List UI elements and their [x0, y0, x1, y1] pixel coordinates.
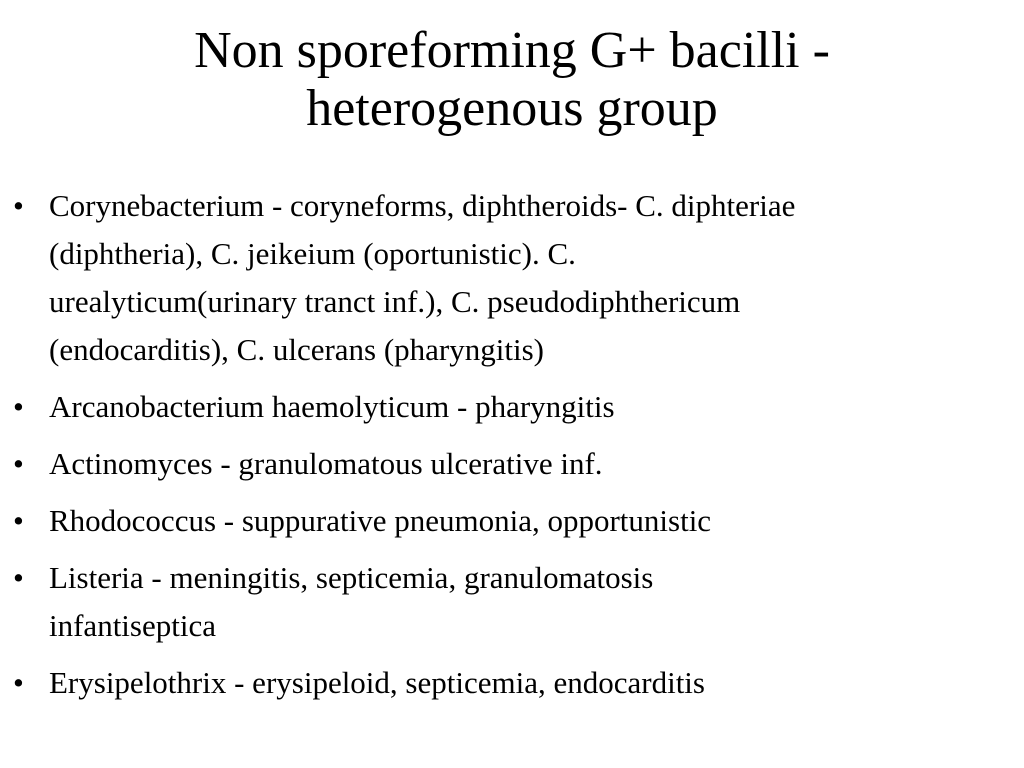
bullet-text-line: Erysipelothrix - erysipeloid, septicemia, endocarditis — [49, 665, 705, 700]
bullet-icon: • — [13, 665, 24, 700]
bullet-text — [49, 182, 1018, 374]
bullet-text-line: (diphtheria), C. jeikeium (oportunistic). C. — [49, 236, 576, 271]
bullet-text-line: infantiseptica — [49, 608, 216, 643]
bullet-item-listeria — [0, 554, 1024, 650]
bullet-text-line: (endocarditis), C. ulcerans (pharyngitis) — [49, 332, 544, 367]
bullet-item-actinomyces — [0, 440, 1024, 488]
bullet-text-line: Listeria - meningitis, septicemia, granulomatosis — [49, 560, 654, 595]
bullet-text-line: Arcanobacterium haemolyticum - pharyngitis — [49, 389, 615, 424]
bullet-text — [49, 440, 1018, 488]
bullet-icon: • — [13, 389, 24, 424]
bullet-list — [0, 182, 1024, 716]
slide-title — [0, 22, 1024, 138]
slide-title-line: Non sporeforming G+ bacilli - — [194, 22, 830, 79]
bullet-text-line: Corynebacterium - coryneforms, diphtheroids- C. diphteriae — [49, 188, 796, 223]
bullet-text-line: Actinomyces - granulomatous ulcerative inf. — [49, 446, 603, 481]
bullet-text-line: urealyticum(urinary tranct inf.), C. pseudodiphthericum — [49, 284, 741, 319]
bullet-text-line: Rhodococcus - suppurative pneumonia, opportunistic — [49, 503, 712, 538]
bullet-icon: • — [13, 446, 24, 481]
bullet-text — [49, 659, 1018, 707]
bullet-icon: • — [13, 503, 24, 538]
bullet-item-erysipelothrix — [0, 659, 1024, 707]
bullet-item-corynebacterium — [0, 182, 1024, 374]
bullet-text — [49, 497, 1018, 545]
bullet-item-arcanobacterium — [0, 383, 1024, 431]
bullet-icon: • — [13, 560, 24, 595]
bullet-icon: • — [13, 188, 24, 223]
bullet-text — [49, 383, 1018, 431]
bullet-item-rhodococcus — [0, 497, 1024, 545]
slide-title-line: heterogenous group — [306, 80, 718, 137]
bullet-text — [49, 554, 1018, 650]
